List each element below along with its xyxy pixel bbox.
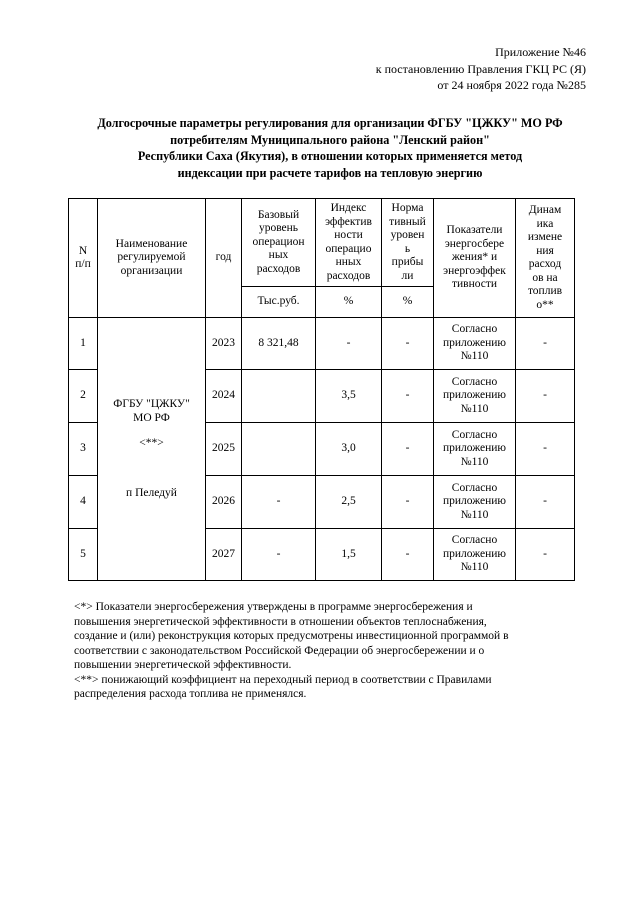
row-dynamics: - bbox=[516, 370, 575, 423]
row-energy: Согласно приложению №110 bbox=[434, 318, 516, 370]
header-number: N п/п bbox=[69, 199, 98, 318]
row-year: 2023 bbox=[206, 318, 242, 370]
row-number: 2 bbox=[69, 370, 98, 423]
row-index: 3,5 bbox=[316, 370, 382, 423]
title-line: потребителям Муниципального района "Ленский район" bbox=[170, 132, 490, 147]
header-base-level: Базовый уровень операцион ных расходов bbox=[242, 199, 316, 287]
row-number: 5 bbox=[69, 529, 98, 581]
unit-index: % bbox=[316, 287, 382, 318]
row-year: 2024 bbox=[206, 370, 242, 423]
footnote-line: <*> Показатели энергосбережения утверждены в программе энергосбережения и bbox=[74, 601, 473, 613]
row-dynamics: - bbox=[516, 423, 575, 476]
row-dynamics: - bbox=[516, 529, 575, 581]
title-line: Республики Саха (Якутия), в отношении которых применяется метод bbox=[137, 149, 523, 164]
row-number: 4 bbox=[69, 476, 98, 529]
resolution-date: от 24 ноября 2022 года №285 bbox=[437, 78, 586, 92]
table-row bbox=[69, 318, 575, 370]
header-energy-saving: Показатели энергосбере жения* и энергоэффек тивности bbox=[434, 199, 516, 318]
unit-norm: % bbox=[382, 287, 434, 318]
row-dynamics: - bbox=[516, 476, 575, 529]
resolution-reference: к постановлению Правления ГКЦ РС (Я) bbox=[375, 61, 586, 76]
row-index: 3,0 bbox=[316, 423, 382, 476]
unit-base: Тыс.руб. bbox=[242, 287, 316, 318]
row-energy: Согласно приложению №110 bbox=[434, 423, 516, 476]
row-dynamics: - bbox=[516, 318, 575, 370]
row-norm: - bbox=[382, 423, 434, 476]
footnote-line: создание и (или) реконструкция которых предусмотрены инвестиционной программой в bbox=[74, 630, 509, 642]
row-energy: Согласно приложению №110 bbox=[434, 476, 516, 529]
header-profit-norm: Норма тивный уровен ь прибы ли bbox=[382, 199, 434, 287]
header-efficiency-index: Индекс эффектив ности операцио нных расходов bbox=[316, 199, 382, 287]
document-header bbox=[376, 44, 586, 94]
row-year: 2025 bbox=[206, 423, 242, 476]
row-year: 2026 bbox=[206, 476, 242, 529]
footnote-line: распределения расхода топлива не применялся. bbox=[74, 688, 307, 700]
appendix-number: Приложение №46 bbox=[495, 45, 586, 59]
row-index: 2,5 bbox=[316, 476, 382, 529]
row-norm: - bbox=[382, 318, 434, 370]
footnote-line: <**> понижающий коэффициент на переходный период в соответствии с Правилами bbox=[74, 673, 492, 686]
row-norm: - bbox=[382, 476, 434, 529]
row-base: - bbox=[242, 476, 316, 529]
row-norm: - bbox=[382, 529, 434, 581]
row-energy: Согласно приложению №110 bbox=[434, 529, 516, 581]
header-organization: Наименование регулируемой организации bbox=[98, 199, 206, 318]
footnotes bbox=[74, 600, 578, 702]
row-base bbox=[242, 423, 316, 476]
row-base bbox=[242, 370, 316, 423]
footnote-line: соответствии с законодательством Российской Федерации об энергосбережении и о bbox=[74, 644, 485, 657]
parameters-table bbox=[68, 198, 575, 581]
row-number: 3 bbox=[69, 423, 98, 476]
header-year: год bbox=[206, 199, 242, 318]
row-year: 2027 bbox=[206, 529, 242, 581]
title-line: индексации при расчете тарифов на тепловую энергию bbox=[177, 165, 483, 180]
footnote-line: повышении энергетической эффективности. bbox=[74, 659, 292, 671]
row-index: - bbox=[316, 318, 382, 370]
organization-name: ФГБУ "ЦЖКУ" МО РФ <**> п Пеледуй bbox=[98, 318, 206, 581]
row-norm: - bbox=[382, 370, 434, 423]
document-title bbox=[40, 115, 620, 181]
row-base: - bbox=[242, 529, 316, 581]
footnote-line: повышения энергетической эффективности в отношении объектов теплоснабжения, bbox=[74, 615, 487, 628]
row-energy: Согласно приложению №110 bbox=[434, 370, 516, 423]
row-base: 8 321,48 bbox=[242, 318, 316, 370]
title-line: Долгосрочные параметры регулирования для организации ФГБУ "ЦЖКУ" МО РФ bbox=[97, 116, 563, 130]
row-index: 1,5 bbox=[316, 529, 382, 581]
row-number: 1 bbox=[69, 318, 98, 370]
header-fuel-dynamics: Динам ика измене ния расход ов на топлив о** bbox=[516, 199, 575, 318]
